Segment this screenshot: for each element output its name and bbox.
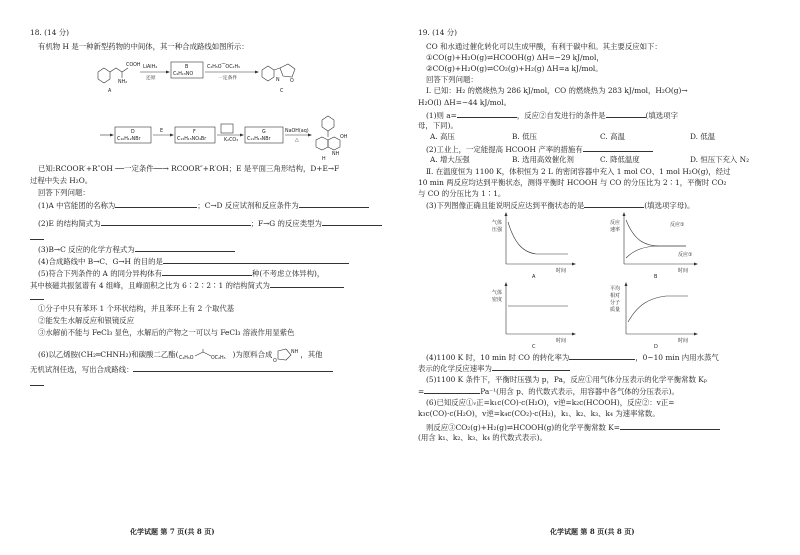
- q18-part2: (2)E 的结构简式为 ；F→G 的反应类型为: [38, 218, 382, 228]
- diethyl-carbonate-structure: [179, 349, 233, 361]
- q19-part1: (1)则 a= ，反应②自发进行的条件是 (填选项字: [426, 111, 678, 120]
- svg-text:NH: NH: [332, 152, 340, 157]
- answer-blank[interactable]: [457, 110, 517, 118]
- condition-heat: △: [295, 138, 299, 143]
- answer-blank[interactable]: [115, 200, 197, 208]
- graph-c-xlabel: 时间: [556, 338, 567, 344]
- answer-blank[interactable]: [270, 280, 344, 288]
- q19-part4-line2: 表示的化学反应速率为: [418, 363, 570, 373]
- q18-part2-cont: [30, 232, 44, 242]
- answer-blank[interactable]: [101, 218, 251, 226]
- graph-c-ylabel-1: 气体: [492, 290, 503, 296]
- graph-d-ylabel-3: 分子: [610, 300, 621, 306]
- answer-blank[interactable]: [30, 292, 44, 300]
- svg-text:O: O: [290, 79, 294, 84]
- q19-part2-option-b[interactable]: B. 选用高效催化剂: [512, 155, 574, 164]
- reaction-2: ②CO(g)+H₂O(g)⇌CO₂(g)+H₂(g) ΔH=a kJ/mol。: [426, 64, 603, 73]
- box-g-formula: C₁₁H₁₃NBr: [247, 137, 271, 142]
- answer-blank[interactable]: [163, 256, 349, 264]
- condition-3: ③水解前不能与 FeCl₃ 显色，水解后的产物之一可以与 FeCl₃ 溶液作用显紫色: [38, 328, 295, 337]
- svg-text:O: O: [273, 359, 278, 362]
- molecule-c-label: C: [280, 89, 284, 94]
- q18-part5: (5)符合下列条件的 A 的同分异构体有 种(不考虑立体异构)，: [38, 269, 325, 278]
- graph-d[interactable]: [610, 282, 710, 352]
- graph-b-curve2: 反应①: [678, 252, 693, 258]
- q19-part5: (5)1100 K 条件下，平衡时压强为 p，Pa，反应①用气体分压表示的化学平衡常数 Kₚ: [426, 375, 707, 384]
- question-19-header: 19. (14 分): [418, 28, 458, 37]
- box-d-formula: C₁₀H₁₂NBr: [117, 137, 141, 142]
- answer-blank[interactable]: [583, 144, 653, 152]
- svg-text:N: N: [276, 78, 280, 83]
- svg-text:NH₂: NH₂: [118, 80, 128, 85]
- answer-blank[interactable]: [30, 378, 44, 386]
- answer-blank[interactable]: [133, 364, 333, 372]
- part1-given-line2: H₂O(l) ΔH=−44 kJ/mol。: [418, 98, 512, 107]
- page-footer: 化学试题 第 7 页(共 8 页): [130, 527, 215, 536]
- answer-blank[interactable]: [299, 200, 369, 208]
- graph-b[interactable]: [610, 212, 710, 282]
- graph-d-ylabel-2: 相对: [610, 293, 621, 299]
- condition-1: ①分子中只有苯环 1 个环状结构，并且苯环上有 2 个取代基: [38, 304, 235, 313]
- q19-part1-line2: 母，下同)。: [418, 121, 458, 130]
- graph-b-curve1: 反应①: [670, 222, 685, 228]
- part2-given-line3: 与 CO 的分压比为 1∶1。: [418, 189, 506, 198]
- question-18-intro: 有机物 H 是一种新型药物的中间体，其一种合成路线如图所示：: [38, 42, 249, 51]
- synthesis-scheme-row2: [100, 122, 360, 166]
- molecule-a-structure: [98, 62, 141, 94]
- graph-d-ylabel-1: 平均: [610, 286, 621, 292]
- page-footer: 化学试题 第 8 页(共 8 页): [550, 527, 635, 536]
- q19-part1-option-c[interactable]: C. 高温: [600, 132, 625, 141]
- question-19-intro: CO 和水通过催化转化可以生成甲酸，有利于碳中和。其主要反应如下：: [426, 42, 662, 51]
- question-18-header: 18. (14 分): [30, 28, 70, 37]
- page-8: [400, 0, 800, 555]
- answer-blank[interactable]: [162, 268, 252, 276]
- answer-blank[interactable]: [30, 232, 44, 240]
- q18-part6: (6)以乙烯胺(CH₂═CHNH₂)和碳酸二乙酯( C₂H₅O OC₂H₅ )为原料合成 NH O ，其他: [38, 350, 323, 362]
- graph-a-ylabel-1: 气体: [492, 220, 503, 226]
- q19-part5-line2: = Pa⁻¹(用含 p、的代数式表示，用容器中各气体的分压表示)。: [418, 387, 679, 396]
- answer-intro: 回答下列问题：: [426, 75, 478, 84]
- q19-part6-line2: k₃c(CO)·c(H₂O)，v逆=k₄c(CO₂)·c(H₂)，k₁、k₂、k₃、k₄ 为速率常数。: [418, 409, 660, 418]
- molecule-a-label: A: [108, 89, 112, 94]
- q18-part5-line2: 其中核磁共振氢谱有 4 组峰，且峰面积之比为 6∶2∶2∶1 的结构简式为: [30, 280, 344, 290]
- box-f-formula: C₁₃H₁₅NO₄Br: [177, 137, 207, 142]
- q18-part6-line2: 无机试剂任选，写出合成路线：: [30, 364, 333, 374]
- box-b-formula: C₉H₁₃NO: [173, 72, 194, 77]
- answer-blank[interactable]: [569, 352, 635, 360]
- svg-text:OC₂H₅: OC₂H₅: [210, 356, 226, 361]
- oxazolidinone-structure: [272, 348, 300, 362]
- q19-part2: (2)工业上，一定能提高 HCOOH 产率的措施有: [426, 144, 653, 154]
- q19-part6-line3: 则反应③CO₂(g)+H₂(g)⇌HCOOH(g)的化学平衡常数 K=: [426, 422, 720, 432]
- reagent-piperazine: [221, 124, 233, 133]
- box-b-letter: B: [185, 65, 189, 70]
- molecule-h-structure: [316, 116, 348, 162]
- condition-reduce: 还原: [146, 76, 156, 81]
- answer-blank[interactable]: [424, 386, 480, 394]
- box-d-letter: D: [131, 130, 135, 135]
- reaction-1: ①CO(g)+H₂O(g)⇌HCOOH(g) ΔH=−29 kJ/mol，: [426, 53, 604, 62]
- svg-text:NH: NH: [291, 350, 299, 355]
- answer-blank-line: [30, 292, 44, 302]
- graph-d-ylabel-4: 质量: [610, 307, 621, 313]
- given-info-line1: 已知:RCOOR′+R″OH ──一定条件──→ RCOOR″+R′OH；E 是平面三角形结构，D+E→F: [38, 164, 340, 173]
- graph-a-xlabel: 时间: [556, 268, 567, 274]
- reagent-naoh: NaOH(aq): [285, 129, 309, 134]
- svg-text:OH: OH: [340, 135, 348, 140]
- graph-c-ylabel-2: 密度: [492, 297, 503, 303]
- graph-b-letter: B: [654, 274, 658, 278]
- answer-blank[interactable]: [620, 422, 720, 430]
- molecule-c-structure: [262, 64, 295, 94]
- q18-part1: (1)A 中官能团的名称为 ；C→D 反应试剂和反应条件为: [38, 200, 369, 210]
- part2-given-line1: Ⅱ. 在温度恒为 1100 K，体积恒为 2 L 的密闭容器中充入 1 mol CO、1 mol H₂O(g)，经过: [426, 167, 731, 176]
- graph-b-xlabel: 时间: [678, 268, 689, 274]
- graph-a-ylabel-2: 压强: [492, 227, 503, 233]
- q19-part3: (3)下列图像正确且能说明反应达到平衡状态的是 (填选项字母)。: [426, 201, 695, 210]
- box-f-letter: F: [193, 130, 196, 135]
- q18-part3: (3)B→C 反应的化学方程式为: [38, 244, 235, 254]
- condition-k2co3: K₂CO₃: [224, 138, 239, 143]
- graph-c-letter: C: [532, 344, 536, 348]
- graph-d-xlabel: 时间: [678, 338, 689, 344]
- graph-b-ylabel-1: 反应: [610, 220, 621, 226]
- q19-part4: (4)1100 K 时，10 min 时 CO 的转化率为 ，0~10 min 内用水蒸气: [426, 353, 719, 362]
- reagent-lialh4: LiAlH₄: [143, 65, 158, 70]
- graph-a-letter: A: [532, 274, 536, 278]
- condition-2: ②能发生水解反应和银镜反应: [38, 316, 135, 325]
- part2-given-line2: 10 min 两反应均达到平衡状态，测得平衡时 HCOOH 与 CO 的分压比为 2∶1，平衡时 CO₂: [418, 178, 727, 187]
- answer-blank[interactable]: [584, 200, 644, 208]
- synthesis-scheme-row1: [90, 54, 330, 98]
- svg-text:C₂H₅O: C₂H₅O: [178, 356, 194, 361]
- graph-a[interactable]: [492, 212, 582, 282]
- graph-d-letter: D: [654, 344, 658, 348]
- q19-part6: (6)已知反应①ᵥ正=k₁c(CO)·c(H₂O)，v逆=k₂c(HCOOH)，反应②：v正=: [426, 398, 675, 407]
- q19-part1-option-a[interactable]: A. 高压: [430, 132, 455, 141]
- reagent-diethyl-carbonate: C₂H₅O⁀OC₂H₅: [207, 65, 241, 70]
- graph-c[interactable]: [492, 282, 582, 352]
- graph-b-ylabel-2: 速率: [610, 227, 621, 233]
- molecule-h-label: H: [322, 157, 326, 162]
- q19-part1-option-b[interactable]: B. 低压: [512, 132, 537, 141]
- condition-certain: 一定条件: [218, 76, 238, 81]
- answer-blank[interactable]: [322, 218, 382, 226]
- answer-blank[interactable]: [135, 244, 235, 252]
- box-g-letter: G: [262, 130, 266, 135]
- answer-intro: 回答下列问题：: [38, 188, 90, 197]
- q19-part2-option-d[interactable]: D. 恒压下充入 N₂: [690, 155, 750, 164]
- q18-part4: (4)合成路线中 B→C、G→H 的目的是: [38, 256, 349, 266]
- q19-part2-option-a[interactable]: A. 增大压强: [430, 155, 470, 164]
- q19-part2-option-c[interactable]: C. 降低温度: [600, 155, 640, 164]
- arrow-e-label: E: [160, 129, 164, 134]
- q19-part1-option-d[interactable]: D. 低温: [690, 132, 716, 141]
- given-info-line2: 过程中失去 H₂O。: [30, 176, 93, 185]
- answer-blank[interactable]: [606, 110, 646, 118]
- svg-text:COOH: COOH: [126, 63, 141, 68]
- q19-part6-line4: (用含 k₁、k₂、k₃、k₄ 的代数式表示)。: [418, 433, 547, 442]
- part1-given-line1: Ⅰ. 已知：H₂ 的燃烧热为 286 kJ/mol，CO 的燃烧热为 283 kJ/mol，H₂O(g)→: [426, 86, 688, 95]
- answer-blank[interactable]: [492, 363, 570, 371]
- answer-blank-line: [30, 378, 44, 388]
